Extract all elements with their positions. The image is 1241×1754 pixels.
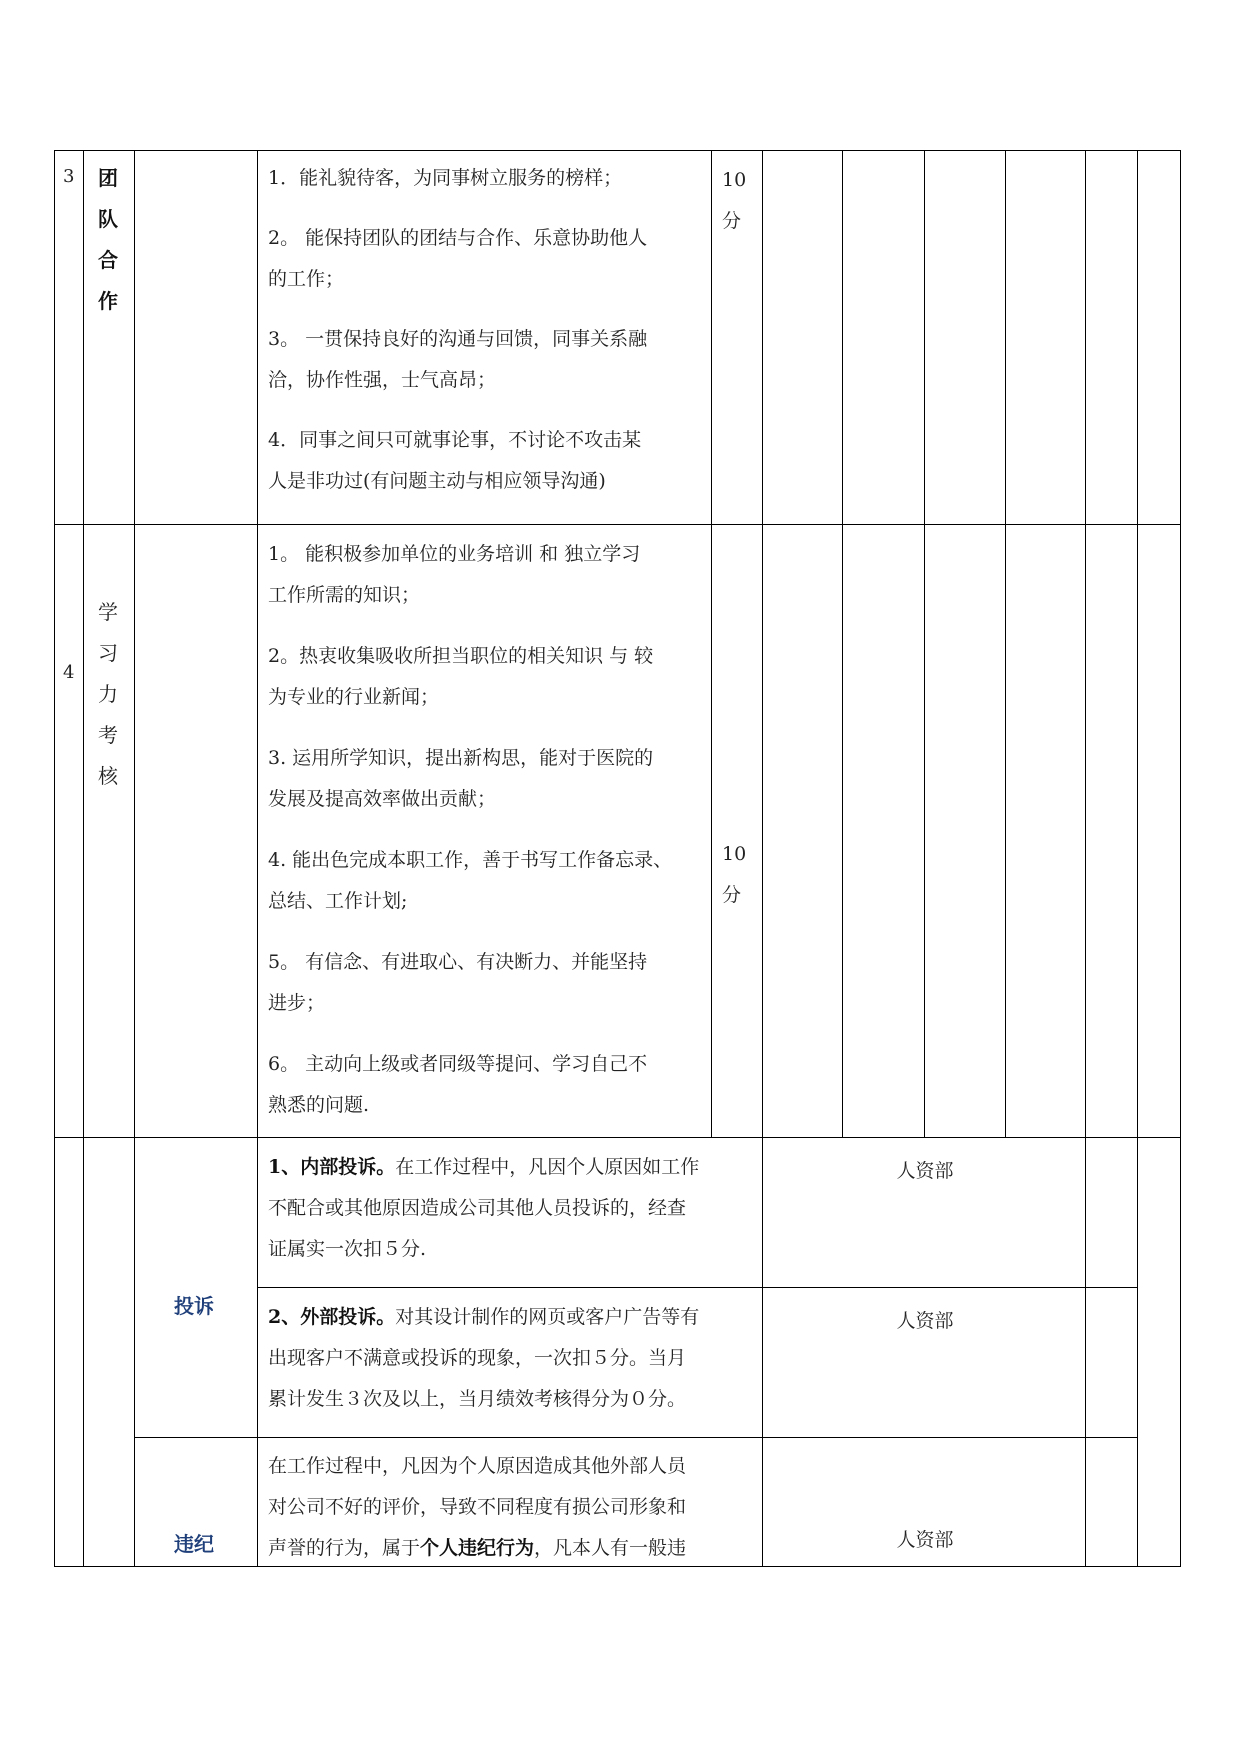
external-complaint-title: 2、外部投诉。 [268,1306,396,1328]
grid-line [54,1137,1181,1138]
criteria-line [268,1297,699,1338]
grid-line [1005,150,1006,1137]
grid-line [1180,150,1181,1566]
grid-line [134,1437,1137,1438]
criteria-line: 3. 运用所学知识，提出新构思，能对于医院的 [268,747,654,769]
discipline-label: 违纪 [174,1532,214,1556]
grid-line [1085,150,1086,1566]
grid-line [134,150,135,1566]
discipline-criteria [268,1446,686,1569]
criteria-line: 6。 主动向上级或者同级等提问、学习自己不 [268,1053,648,1075]
criteria-line: 4．同事之间只可就事论事，不讨论不攻击某 [268,429,642,451]
grid-line [842,150,843,1137]
external-complaint [268,1297,699,1420]
criteria-line: 总结、工作计划; [268,890,408,912]
grid-line [54,524,1181,525]
criteria-line: 不配合或其他原因造成公司其他人员投诉的，经查 [268,1197,687,1219]
row-index: 4 [63,662,75,683]
criteria-text: 在工作过程中，凡因个人原因如工作 [395,1156,700,1178]
category-char: 核 [98,764,118,788]
grid-line [924,150,925,1137]
complaint-label: 投诉 [174,1294,214,1318]
criteria-line [268,1528,686,1569]
criteria-line: 熟悉的问题. [268,1094,370,1116]
criteria-line: 为专业的行业新闻； [268,686,440,708]
grid-line [711,150,712,1137]
criteria-line: 2。 能保持团队的团结与合作、乐意协助他人 [268,227,648,249]
criteria-text: ，凡本人有一般违 [534,1537,687,1559]
criteria-line: 对公司不好的评价，导致不同程度有损公司形象和 [268,1496,687,1518]
category-char: 考 [98,723,118,747]
criteria-line: 3。 一贯保持良好的沟通与回馈，同事关系融 [268,328,648,350]
criteria-line: 人是非功过(有问题主动与相应领导沟通) [268,470,606,492]
learning-score [722,834,746,916]
category-char: 力 [98,682,118,706]
category-char: 合 [98,248,118,272]
criteria-line: 进步； [268,992,326,1014]
criteria-line: 在工作过程中，凡因为个人原因造成其他外部人员 [268,1455,687,1477]
score-text: 10 [722,169,747,191]
criteria-line [268,1147,699,1188]
criteria-line: 5。 有信念、有进取心、有决断力、并能坚持 [268,951,648,973]
criteria-line: 1．能礼貌待客，为同事树立服务的榜样； [268,167,623,189]
grid-line [83,150,84,1566]
grid-line [54,150,55,1566]
score-text: 10 [722,843,747,865]
team-criteria [268,158,647,502]
team-score [722,160,746,242]
criteria-line: 1。 能积极参加单位的业务培训 和 独立学习 [268,543,641,565]
external-dept: 人资部 [896,1310,954,1332]
grid-line [1137,150,1138,1566]
internal-complaint-title: 1、内部投诉。 [268,1156,396,1178]
internal-complaint [268,1147,699,1270]
criteria-line: 累计发生３次及以上，当月绩效考核得分为０分。 [268,1388,687,1410]
category-char: 学 [98,600,118,624]
grid-line [257,150,258,1566]
grid-line [762,150,763,1566]
criteria-text: 对其设计制作的网页或客户广告等有 [395,1306,700,1328]
category-char: 作 [98,289,118,313]
criteria-line: 2。热衷收集吸收所担当职位的相关知识 与 较 [268,645,654,667]
grid-line [257,1287,1137,1288]
criteria-line: 出现客户不满意或投诉的现象，一次扣５分。当月 [268,1347,687,1369]
category-char: 队 [98,207,118,231]
criteria-line: 洽，协作性强，士气高昂； [268,369,497,391]
criteria-line: 的工作； [268,268,345,290]
criteria-line: 4. 能出色完成本职工作，善于书写工作备忘录、 [268,849,673,871]
category-char: 习 [98,641,118,665]
category-char: 团 [98,166,118,190]
criteria-line: 工作所需的知识； [268,584,421,606]
score-text: 分 [722,210,742,232]
row-index: 3 [63,166,75,187]
category-team [93,158,123,322]
violation-term: 个人违纪行为 [420,1537,535,1559]
criteria-text: 声誉的行为，属于 [268,1537,421,1559]
learning-criteria [268,534,672,1126]
category-learning [93,592,123,797]
discipline-dept: 人资部 [896,1529,954,1551]
score-text: 分 [722,884,742,906]
grid-line [54,150,1181,151]
criteria-line: 发展及提高效率做出贡献； [268,788,497,810]
criteria-line: 证属实一次扣５分. [268,1238,427,1260]
internal-dept: 人资部 [896,1160,954,1182]
